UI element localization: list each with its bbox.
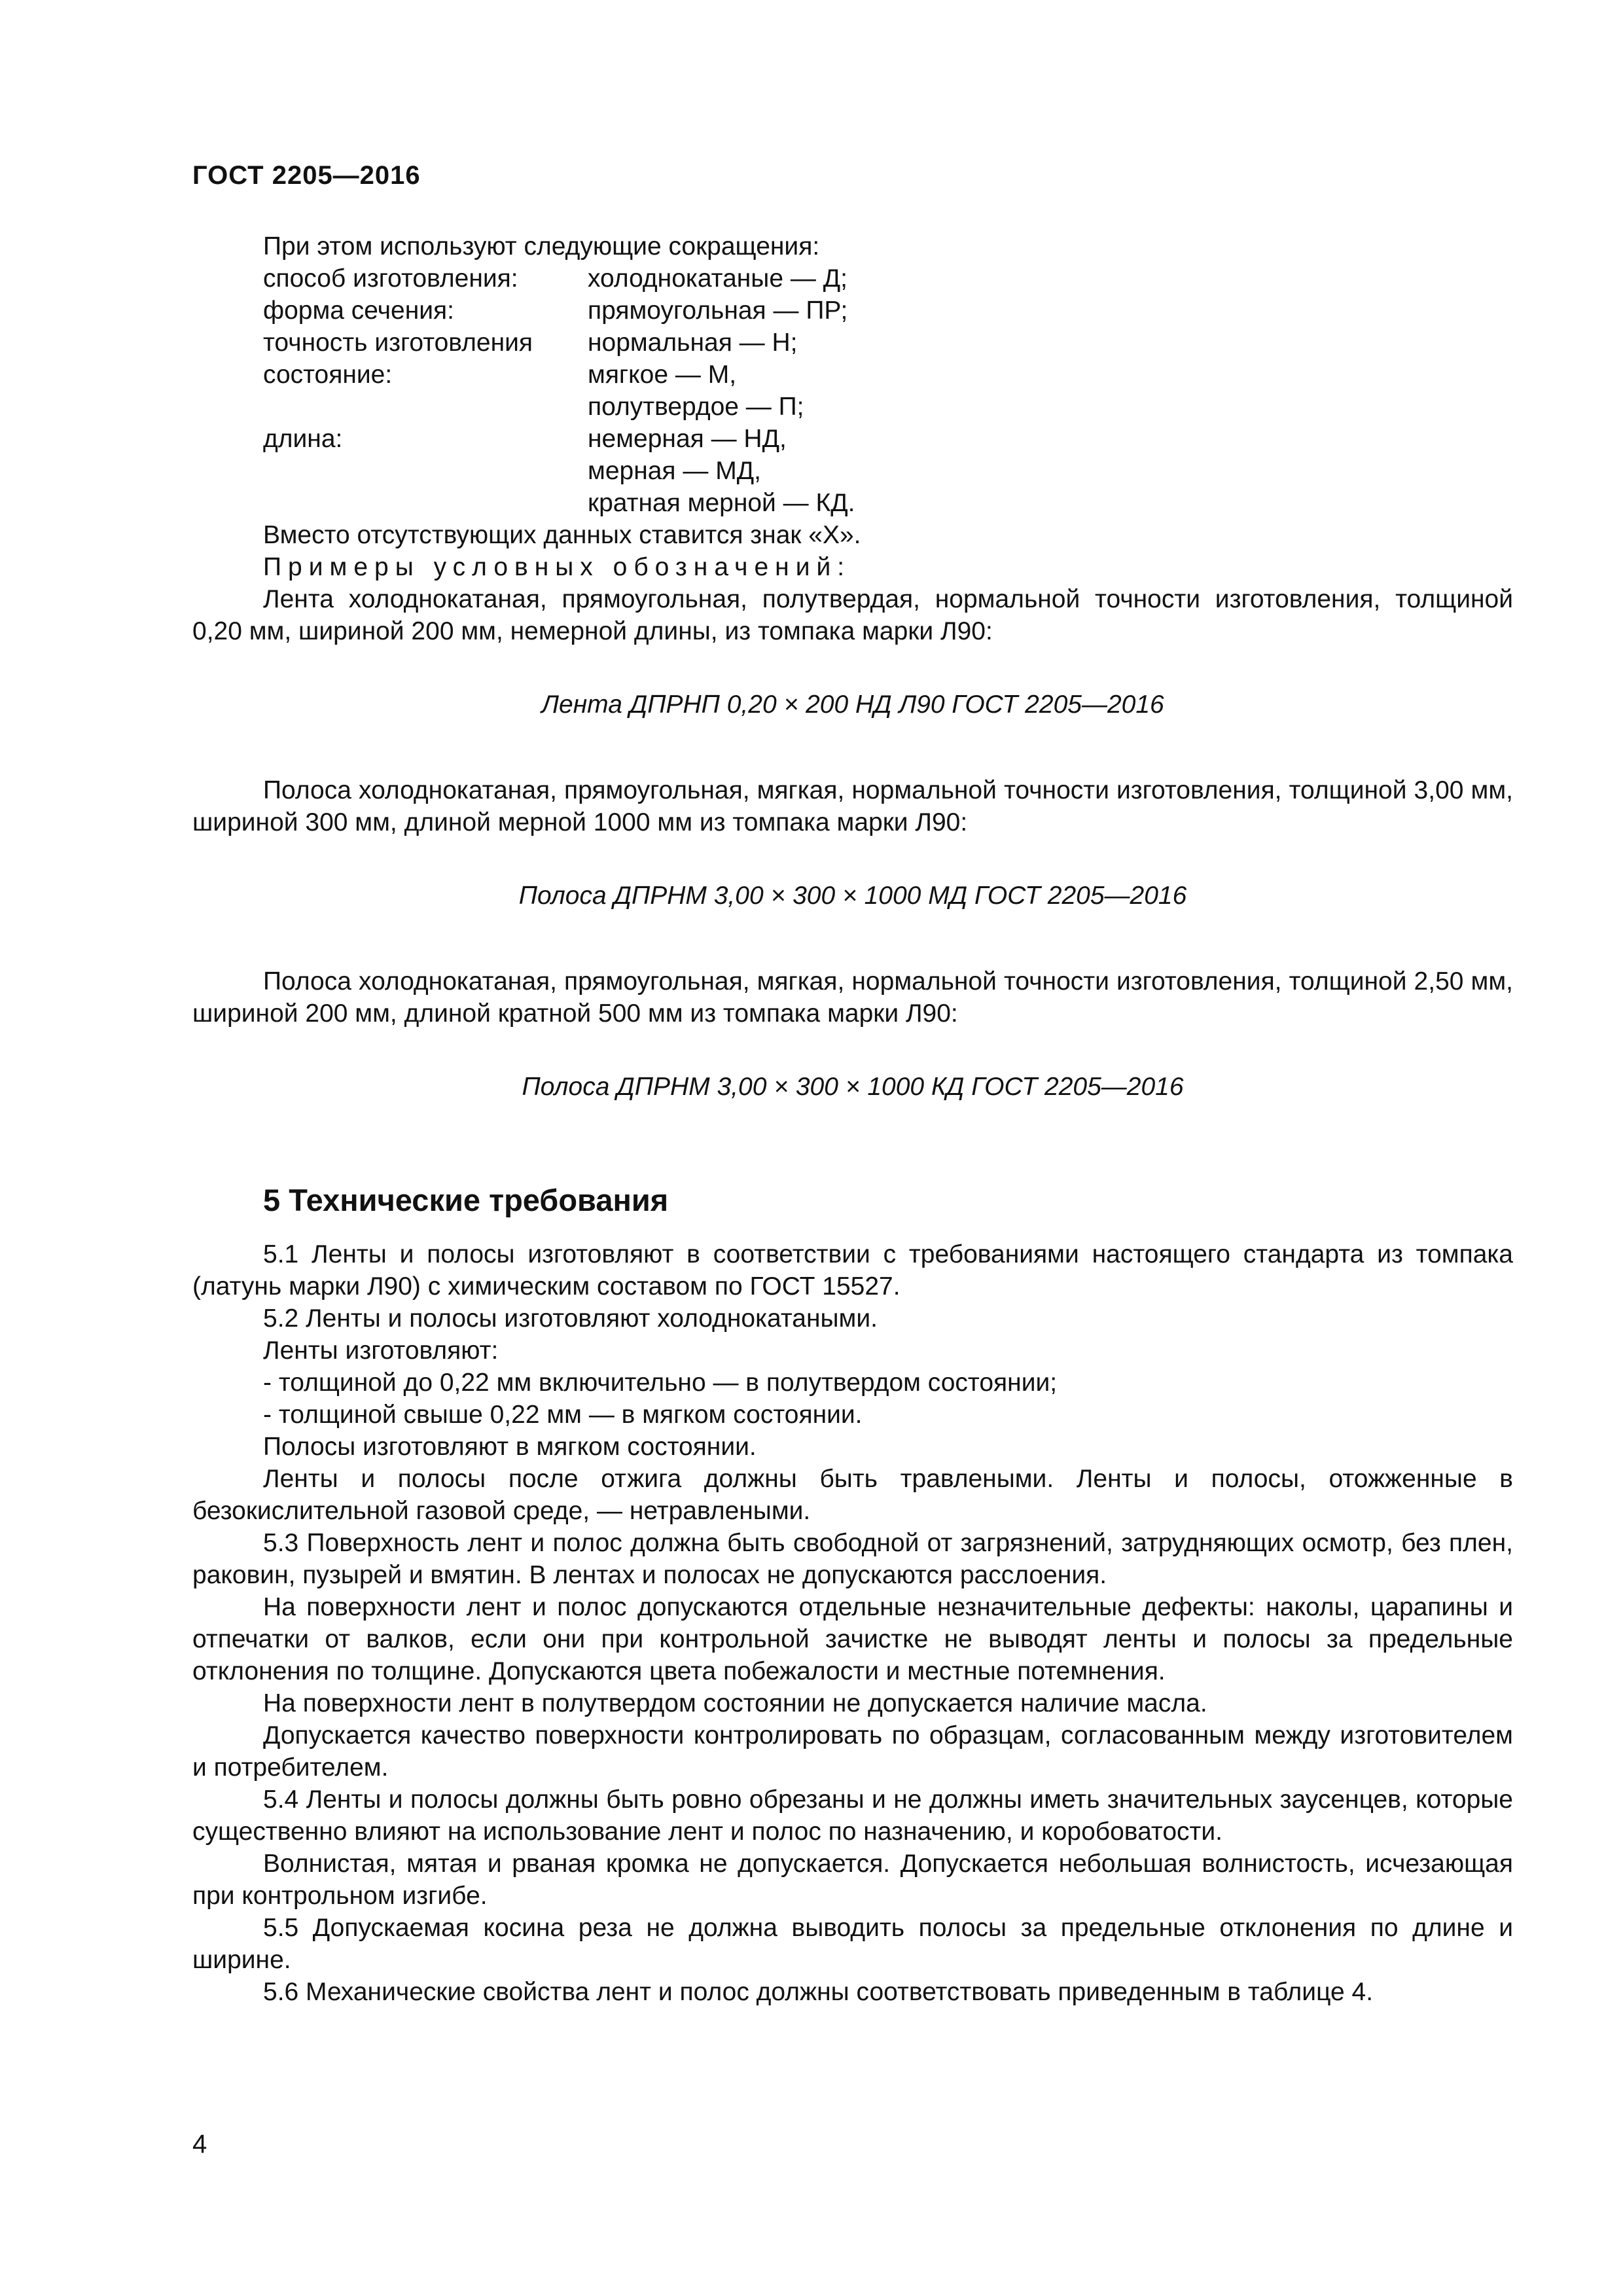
list-item: - толщиной до 0,22 мм включительно — в полутвердом состоянии; — [263, 1369, 1058, 1397]
abbreviation-key — [263, 455, 588, 487]
abbreviation-key: способ изготовления: — [263, 264, 518, 293]
abbreviation-value: мерная — МД, — [588, 457, 761, 485]
clause-paragraph: На поверхности лент и полос допускаются отдельные незначительные дефекты: наколы, царапины и отпечатки от валков, если они при контрольной зачистке не выводят ленты и полосы за предельные отклонения по толщине. Допускаются цвета побежалости и местные потемнения. — [192, 1593, 1513, 1685]
section-title: 5 Технические требования — [263, 1183, 669, 1217]
abbreviations-intro: При этом используют следующие сокращения: — [263, 232, 820, 260]
abbreviation-row — [263, 423, 1513, 455]
abbreviation-key: форма сечения: — [263, 296, 454, 325]
abbreviation-row — [263, 359, 1513, 391]
abbreviation-row — [263, 391, 1513, 423]
abbreviation-value: полутвердое — П; — [588, 393, 804, 421]
example-description: Полоса холоднокатаная, прямоугольная, мягкая, нормальной точности изготовления, толщиной 2,50 мм, шириной 200 мм, длиной кратной 500 мм из томпака марки Л90: — [192, 967, 1513, 1028]
missing-data-note: Вместо отсутствующих данных ставится знак «X». — [263, 521, 861, 549]
clause-paragraph: 5.6 Механические свойства лент и полос должны соответствовать приведенным в таблице 4. — [263, 1978, 1374, 2006]
clause-paragraph: На поверхности лент в полутвердом состоянии не допускается наличие масла. — [263, 1689, 1207, 1717]
example-designation: Лента ДПРНП 0,20 × 200 НД Л90 ГОСТ 2205—2016 — [541, 691, 1164, 719]
abbreviation-value: немерная — НД, — [588, 425, 787, 453]
abbreviation-value: мягкое — М, — [588, 361, 737, 389]
abbreviation-row — [263, 295, 1513, 327]
abbreviation-value: кратная мерной — КД. — [588, 489, 855, 517]
page-content — [192, 230, 1513, 2008]
clause-paragraph: Полосы изготовляют в мягком состоянии. — [263, 1433, 757, 1461]
clause-paragraph: 5.3 Поверхность лент и полос должна быть свободной от загрязнений, затрудняющих осмотр, без плен, раковин, пузырей и вмятин. В лентах и полосах не допускаются расслоения. — [192, 1529, 1513, 1589]
clause-paragraph: Волнистая, мятая и рваная кромка не допускается. Допускается небольшая волнистость, исчезающая при контрольном изгибе. — [192, 1850, 1513, 1910]
clause-paragraph: Допускается качество поверхности контролировать по образцам, согласованным между изготовителем и потребителем. — [192, 1721, 1513, 1782]
abbreviation-key: длина: — [263, 425, 343, 453]
clause-paragraph: Ленты изготовляют: — [263, 1336, 499, 1365]
clause-paragraph: 5.1 Ленты и полосы изготовляют в соответствии с требованиями настоящего стандарта из томпака (латунь марки Л90) с химическим составом по ГОСТ 15527. — [192, 1240, 1513, 1300]
abbreviation-row — [263, 262, 1513, 295]
example-designation: Полоса ДПРНМ 3,00 × 300 × 1000 КД ГОСТ 2205—2016 — [522, 1073, 1184, 1101]
abbreviation-row — [263, 455, 1513, 487]
example-description: Полоса холоднокатаная, прямоугольная, мягкая, нормальной точности изготовления, толщиной 3,00 мм, шириной 300 мм, длиной мерной 1000 мм из томпака марки Л90: — [192, 776, 1513, 836]
clause-paragraph: Ленты и полосы после отжига должны быть травлеными. Ленты и полосы, отожженные в безокислительной газовой среде, — нетравлеными. — [192, 1465, 1513, 1525]
clause-paragraph: 5.4 Ленты и полосы должны быть ровно обрезаны и не должны иметь значительных заусенцев, которые существенно влияют на использование лент и полос по назначению, и коробоватости. — [192, 1785, 1513, 1846]
abbreviation-key — [263, 391, 588, 423]
abbreviations-block — [192, 230, 1513, 583]
page-number: 4 — [192, 2130, 207, 2159]
abbreviation-value: нормальная — Н; — [588, 329, 798, 357]
example-description: Лента холоднокатаная, прямоугольная, полутвердая, нормальной точности изготовления, толщиной 0,20 мм, шириной 200 мм, немерной длины, из томпака марки Л90: — [192, 585, 1513, 645]
abbreviation-row — [263, 487, 1513, 519]
abbreviation-value: холоднокатаные — Д; — [588, 264, 847, 293]
clause-paragraph: 5.5 Допускаемая косина реза не должна выводить полосы за предельные отклонения по длине и ширине. — [192, 1914, 1513, 1974]
list-item: - толщиной свыше 0,22 мм — в мягком состоянии. — [263, 1401, 863, 1429]
example-designation: Полоса ДПРНМ 3,00 × 300 × 1000 МД ГОСТ 2205—2016 — [518, 882, 1187, 910]
abbreviation-value: прямоугольная — ПР; — [588, 296, 848, 325]
abbreviation-key: состояние: — [263, 361, 393, 389]
document-code-header: ГОСТ 2205—2016 — [192, 161, 421, 190]
abbreviation-row — [263, 327, 1513, 359]
examples-heading: Примеры условных обозначений: — [263, 553, 851, 581]
clause-paragraph: 5.2 Ленты и полосы изготовляют холоднокатаными. — [263, 1304, 878, 1333]
abbreviation-key: точность изготовления — [263, 329, 533, 357]
abbreviation-key — [263, 487, 588, 519]
